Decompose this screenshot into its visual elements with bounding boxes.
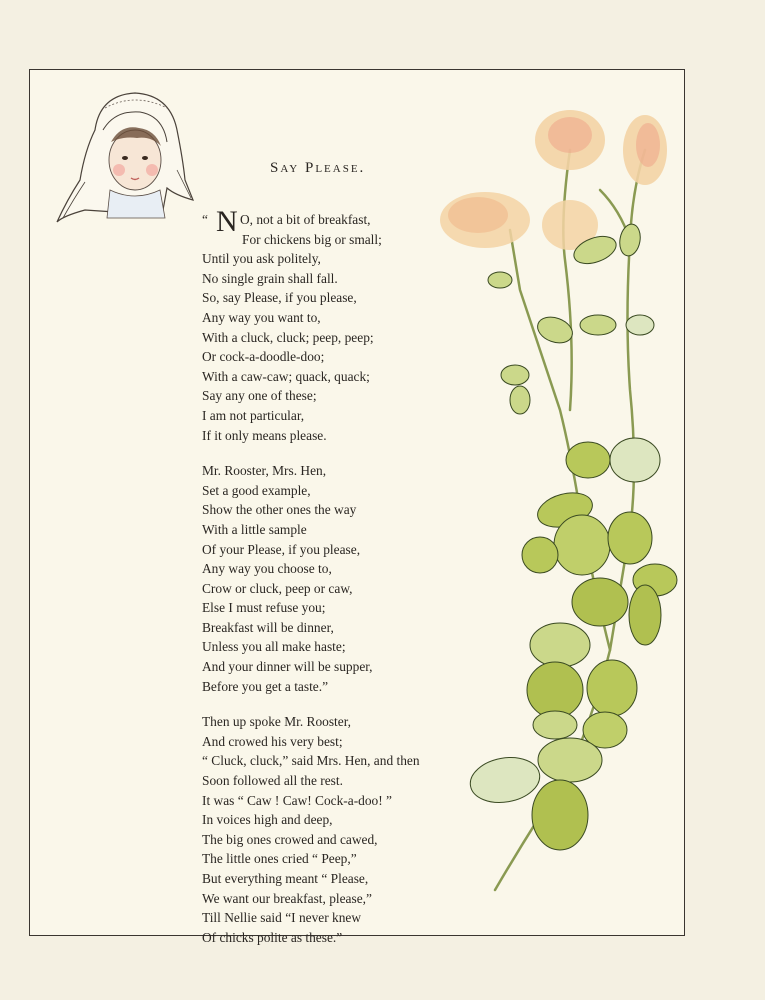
poem-line: Any way you choose to, — [202, 561, 332, 577]
poem-line: For chickens big or small; — [242, 231, 382, 247]
poem-line: If it only means please. — [202, 427, 327, 443]
poem-line: Of chicks polite as these.” — [202, 929, 343, 945]
poem-line: Soon followed all the rest. — [202, 773, 343, 789]
poem-title: Say Please. — [270, 160, 366, 176]
poem-line: Any way you want to, — [202, 309, 321, 325]
drop-cap: N — [216, 205, 238, 238]
poem-line: “ Cluck, cluck,” said Mrs. Hen, and then — [202, 753, 420, 769]
girl-bonnet-illustration — [55, 90, 195, 225]
stanza-3 — [202, 712, 472, 947]
poem-line: The little ones cried “ Peep,” — [202, 851, 357, 867]
poem-line: Unless you all make haste; — [202, 639, 346, 655]
poem-line: The big ones crowed and cawed, — [202, 831, 378, 847]
poem-line: Crow or cluck, peep or caw, — [202, 580, 353, 596]
poem-line: Breakfast will be dinner, — [202, 619, 334, 635]
poem-line: Then up spoke Mr. Rooster, — [202, 714, 351, 730]
poem-line: With a cluck, cluck; peep, peep; — [202, 329, 374, 345]
poem-line: We want our breakfast, please,” — [202, 890, 372, 906]
poem-line: Till Nellie said “I never knew — [202, 910, 362, 926]
poem-first-line — [202, 205, 472, 238]
poem-line: And crowed his very best; — [202, 733, 343, 749]
poem-line: I am not particular, — [202, 407, 305, 423]
stanza-2 — [202, 461, 472, 696]
poem-line: Set a good example, — [202, 482, 311, 498]
poem-line: Or cock-a-doodle-doo; — [202, 349, 325, 365]
poem-line: Mr. Rooster, Mrs. Hen, — [202, 463, 327, 479]
opening-quote: “ — [202, 212, 208, 227]
stanza-1 — [202, 205, 472, 445]
poem-line: But everything meant “ Please, — [202, 871, 369, 886]
poem-body — [202, 205, 472, 963]
poem-line: Show the other ones the way — [202, 502, 357, 518]
poem-line: Else I must refuse you; — [202, 600, 326, 616]
poem-line: No single grain shall fall. — [202, 270, 338, 286]
poem-line: In voices high and deep, — [202, 812, 333, 828]
first-line-text: O, not a bit of breakfast, — [240, 212, 371, 227]
poem-line: With a little sample — [202, 521, 307, 537]
poem-line: Of your Please, if you please, — [202, 541, 361, 557]
poem-line: With a caw-caw; quack, quack; — [202, 368, 370, 384]
poem-line: Until you ask politely, — [202, 251, 321, 267]
poem-line: Say any one of these; — [202, 388, 317, 404]
poem-line: So, say Please, if you please, — [202, 290, 357, 306]
poem-line: It was “ Caw ! Caw! Cock-a-doo! ” — [202, 792, 393, 808]
poem-line: Before you get a taste.” — [202, 678, 329, 694]
poem-line: And your dinner will be supper, — [202, 659, 373, 675]
